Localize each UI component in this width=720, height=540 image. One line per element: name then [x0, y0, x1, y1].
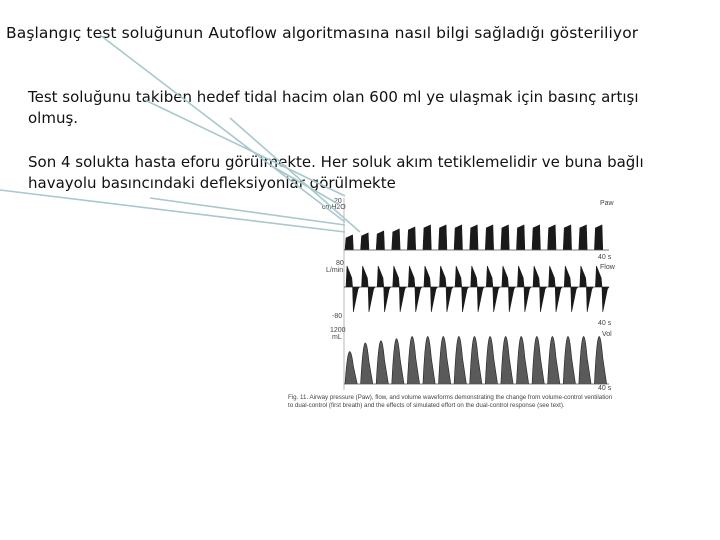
- flow-unit: L/min: [326, 267, 344, 274]
- flow-bottom-tick: -80: [332, 313, 343, 320]
- vol-unit: mL: [332, 334, 342, 341]
- paw-top-tick: 20: [334, 198, 342, 205]
- paw-label: Paw: [600, 200, 614, 207]
- vol-top-tick: 1200: [330, 327, 346, 334]
- arrow-title-to-paw: [100, 35, 345, 222]
- flow-label: Flow: [600, 264, 615, 271]
- arrow-left-to-paw: [0, 190, 345, 232]
- arrow-p1-to-paw-2: [230, 118, 360, 232]
- paw-unit: cmH2O: [322, 204, 346, 211]
- figure-caption: Fig. 11. Airway pressure (Paw), flow, and volume waveforms demonstrating the change from volume-control ventilation to dual-control (first breath) and the effects of simulated effort on the dual-control response (see text).: [288, 394, 613, 409]
- paw-time: 40 s: [598, 254, 612, 261]
- vol-time: 40 s: [598, 385, 612, 392]
- flow-time: 40 s: [598, 320, 612, 327]
- flow-top-tick: 80: [336, 260, 344, 267]
- arrow-p2-to-paw: [270, 165, 340, 205]
- paragraph-patient-effort: Son 4 solukta hasta eforu görülmekte. Her soluk akım tetiklemelidir ve buna bağlı havayolu basıncındaki defleksiyonlar görülmekte: [28, 153, 644, 192]
- vol-label: Vol: [602, 331, 612, 338]
- paragraph-pressure-increase: Test soluğunu takiben hedef tidal hacim olan 600 ml ye ulaşmak için basınç artışı olmuş.: [28, 88, 639, 127]
- slide-title: Başlangıç test soluğunun Autoflow algoritmasına nasıl bilgi sağladığı gösteriliyor: [6, 24, 639, 42]
- arrow-p1-to-paw: [145, 100, 345, 196]
